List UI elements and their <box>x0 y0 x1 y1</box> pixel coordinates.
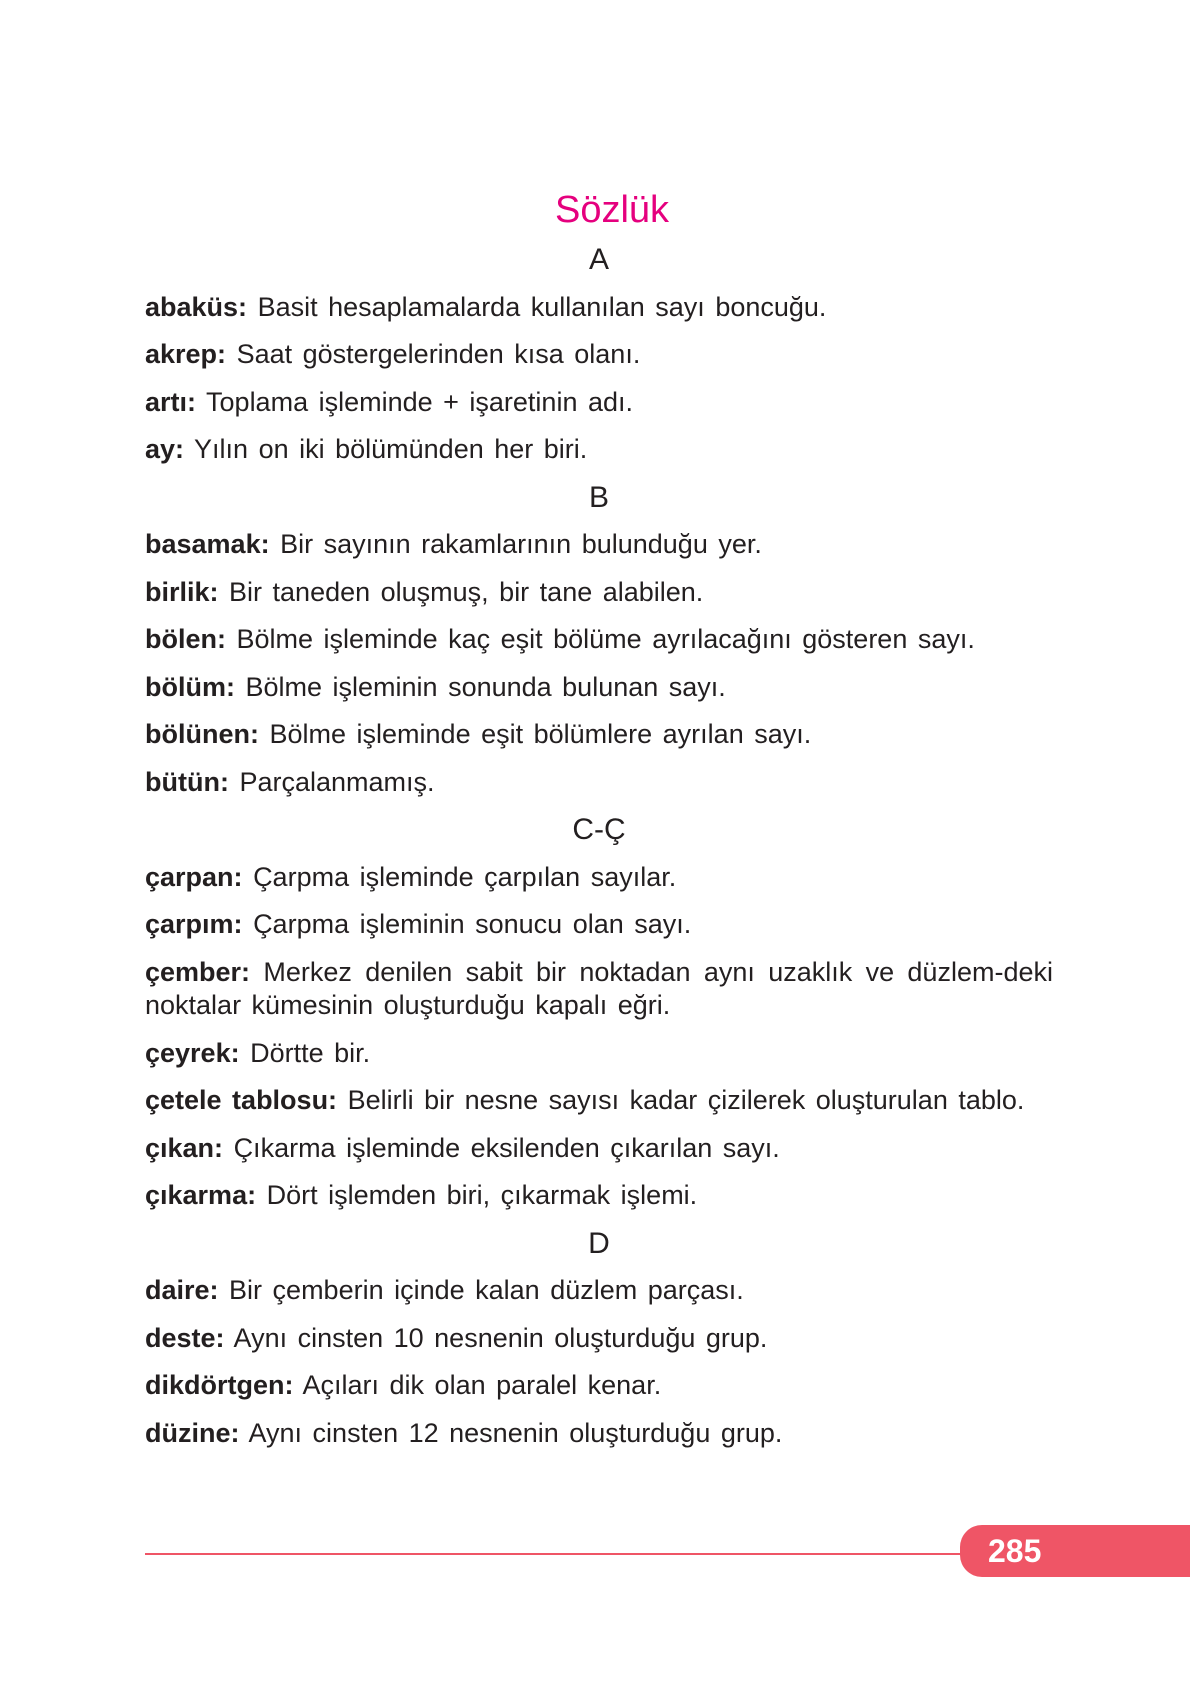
glossary-definition: Bölme işleminin sonunda bulunan sayı. <box>245 671 726 702</box>
glossary-definition: Çarpma işleminin sonucu olan sayı. <box>253 909 692 940</box>
glossary-definition: Bölme işleminde eşit bölümlere ayrılan sayı. <box>269 719 812 750</box>
glossary-term: bölünen: <box>145 719 259 750</box>
glossary-definition: Basit hesaplamalarda kullanılan sayı boncuğu. <box>257 291 827 322</box>
glossary-entry <box>145 861 1053 895</box>
glossary-entry <box>145 908 1053 942</box>
glossary-entry <box>145 528 1053 562</box>
glossary-definition: Merkez denilen sabit bir noktadan aynı uzaklık ve düzlem-deki noktalar kümesinin oluşturduğu kapalı eğri. <box>145 956 1053 1021</box>
glossary-term: bütün: <box>145 766 229 797</box>
glossary-term: deste: <box>145 1322 225 1353</box>
glossary-entry <box>145 433 1053 467</box>
glossary-definition: Açıları dik olan paralel kenar. <box>302 1370 662 1401</box>
glossary-term: çetele tablosu: <box>145 1085 338 1116</box>
glossary-term: daire: <box>145 1275 219 1306</box>
glossary-entry <box>145 1274 1053 1308</box>
page-title: Sözlük <box>554 189 670 231</box>
section-letter-heading: B <box>588 480 609 514</box>
glossary-term: abaküs: <box>145 291 248 322</box>
glossary-term: dikdörtgen: <box>145 1370 294 1401</box>
glossary-entry <box>145 671 1053 705</box>
glossary-term: çember: <box>145 956 251 987</box>
glossary-definition: Dört işlemden biri, çıkarmak işlemi. <box>266 1180 698 1211</box>
glossary-term: basamak: <box>145 529 270 560</box>
glossary-term: çıkan: <box>145 1132 224 1163</box>
glossary-entry <box>145 623 1053 657</box>
glossary-entry <box>145 1132 1053 1166</box>
glossary-definition: Bir taneden oluşmuş, bir tane alabilen. <box>229 576 704 607</box>
glossary-definition: Saat göstergelerinden kısa olanı. <box>236 339 641 370</box>
glossary-definition: Aynı cinsten 12 nesnenin oluşturduğu grup. <box>248 1417 783 1448</box>
glossary-entry <box>145 291 1053 325</box>
glossary-entry <box>145 956 1053 1023</box>
glossary-definition: Çarpma işleminde çarpılan sayılar. <box>253 861 677 892</box>
page-number-badge: 285 <box>960 1525 1190 1577</box>
glossary-definition: Parçalanmamış. <box>239 766 435 797</box>
glossary-entry <box>145 386 1053 420</box>
glossary-definition: Aynı cinsten 10 nesnenin oluşturduğu grup. <box>233 1322 768 1353</box>
glossary-definition: Dörtte bir. <box>250 1037 371 1068</box>
glossary-entry <box>145 1417 1053 1451</box>
glossary-entry <box>145 576 1053 610</box>
glossary-term: akrep: <box>145 339 227 370</box>
glossary-definition: Bölme işleminde kaç eşit bölüme ayrılacağını gösteren sayı. <box>236 624 975 655</box>
glossary-definition: Çıkarma işleminde eksilenden çıkarılan sayı. <box>233 1132 780 1163</box>
glossary-term: ay: <box>145 434 185 465</box>
glossary-definition: Bir çemberin içinde kalan düzlem parçası. <box>229 1275 744 1306</box>
glossary-definition: Bir sayının rakamlarının bulunduğu yer. <box>280 529 762 560</box>
glossary-term: çeyrek: <box>145 1037 240 1068</box>
glossary-term: artı: <box>145 386 197 417</box>
glossary-term: çarpım: <box>145 909 243 940</box>
glossary-entry <box>145 766 1053 800</box>
glossary-entry <box>145 1084 1053 1118</box>
glossary-term: düzine: <box>145 1417 240 1448</box>
glossary-entry <box>145 718 1053 752</box>
glossary <box>145 243 1053 1464</box>
glossary-definition: Belirli bir nesne sayısı kadar çizilerek oluşturulan tablo. <box>347 1085 1025 1116</box>
glossary-term: bölüm: <box>145 671 235 702</box>
glossary-term: bölen: <box>145 624 226 655</box>
glossary-entry <box>145 1322 1053 1356</box>
glossary-entry <box>145 338 1053 372</box>
section-letter-heading: A <box>588 243 609 276</box>
glossary-term: çıkarma: <box>145 1180 257 1211</box>
glossary-term: çarpan: <box>145 861 243 892</box>
glossary-term: birlik: <box>145 576 219 607</box>
glossary-definition: Yılın on iki bölümünden her biri. <box>194 434 588 465</box>
glossary-definition: Toplama işleminde + işaretinin adı. <box>206 386 633 417</box>
section-letter-heading: D <box>588 1226 610 1260</box>
glossary-entry <box>145 1179 1053 1213</box>
section-letter-heading: C-Ç <box>572 813 626 847</box>
glossary-entry <box>145 1369 1053 1403</box>
glossary-entry <box>145 1037 1053 1071</box>
footer-divider <box>145 1553 965 1555</box>
